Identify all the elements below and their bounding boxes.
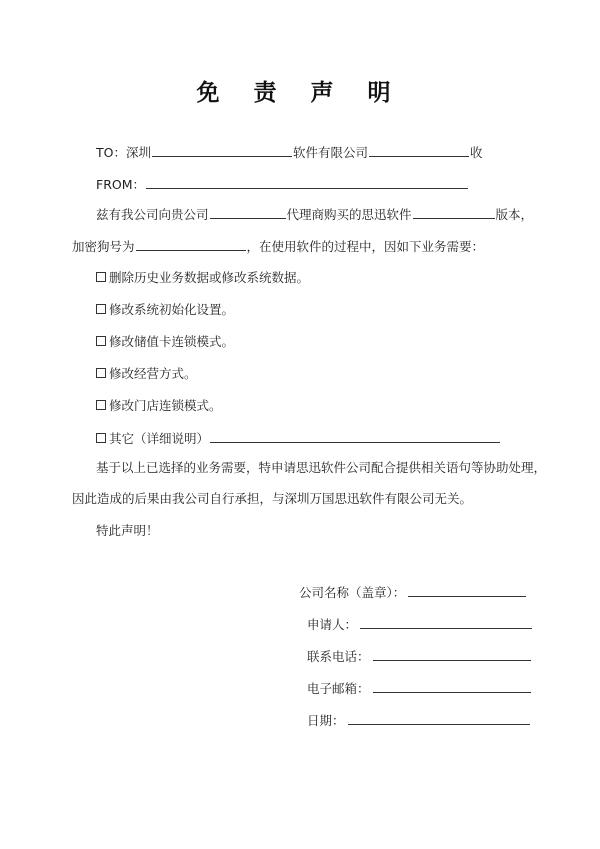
from-line	[96, 176, 469, 193]
option-label: 删除历史业务数据或修改系统数据。	[109, 270, 310, 285]
sig-company-label: 公司名称（盖章）：	[299, 585, 406, 600]
dongle-blank[interactable]	[136, 238, 246, 251]
checkbox[interactable]	[96, 368, 106, 378]
sig-date-row	[307, 712, 531, 729]
agent-blank[interactable]	[210, 206, 286, 219]
option-label: 修改经营方式。	[109, 366, 197, 381]
option-item	[96, 430, 501, 447]
version-blank[interactable]	[413, 206, 495, 219]
body-line-1	[96, 206, 533, 223]
checkbox[interactable]	[96, 336, 106, 346]
sig-email-label: 电子邮箱：	[307, 681, 370, 696]
email-field[interactable]	[373, 680, 531, 693]
to-line	[96, 144, 483, 161]
body-p2-b: ，在使用软件的过程中，因如下业务需要：	[246, 239, 485, 254]
option-item	[96, 302, 234, 318]
sig-phone-label: 联系电话：	[307, 649, 370, 664]
to-company-blank[interactable]	[369, 144, 469, 157]
body-p1-a: 兹有我公司向贵公司	[96, 207, 209, 222]
option-label: 修改系统初始化设置。	[109, 302, 235, 317]
sig-company-row	[299, 584, 527, 601]
to-suffix: 收	[470, 145, 483, 160]
body-p2-a: 加密狗号为	[72, 239, 135, 254]
checkbox[interactable]	[96, 272, 106, 282]
phone-field[interactable]	[373, 648, 531, 661]
conclusion-line-1: 基于以上已选择的业务需要，特申请思迅软件公司配合提供相关语句等协助处理，	[96, 460, 547, 475]
checkbox[interactable]	[96, 400, 106, 410]
sig-email-row	[307, 680, 532, 697]
to-prefix: TO：深圳	[96, 145, 151, 160]
document-title: 免 责 声 明	[196, 79, 404, 106]
option-label: 修改储值卡连锁模式。	[109, 334, 235, 349]
option-item	[96, 398, 222, 414]
checkbox[interactable]	[96, 433, 106, 443]
option-label: 其它（详细说明）	[109, 431, 210, 446]
conclusion-line-2: 因此造成的后果由我公司自行承担，与深圳万国思迅软件有限公司无关。	[72, 491, 473, 506]
option-label: 修改门店连锁模式。	[109, 398, 222, 413]
body-p1-b: 代理商购买的思迅软件	[286, 207, 412, 222]
option-item	[96, 334, 234, 350]
sig-applicant-label: 申请人：	[307, 617, 358, 632]
option-item	[96, 270, 309, 286]
body-p1-c: 版本，	[495, 207, 534, 222]
other-details-blank[interactable]	[210, 430, 500, 443]
to-city-blank[interactable]	[152, 144, 292, 157]
checkbox[interactable]	[96, 304, 106, 314]
date-field[interactable]	[348, 712, 530, 725]
applicant-field[interactable]	[360, 616, 532, 629]
closing-text: 特此声明！	[96, 523, 159, 538]
sig-applicant-row	[307, 616, 533, 633]
from-label: FROM：	[96, 177, 145, 192]
sig-phone-row	[307, 648, 532, 665]
option-item	[96, 366, 197, 382]
to-mid: 软件有限公司	[292, 145, 368, 160]
from-blank[interactable]	[146, 176, 468, 189]
body-line-2	[72, 238, 484, 255]
sig-date-label: 日期：	[307, 713, 345, 728]
company-name-field[interactable]	[408, 584, 526, 597]
